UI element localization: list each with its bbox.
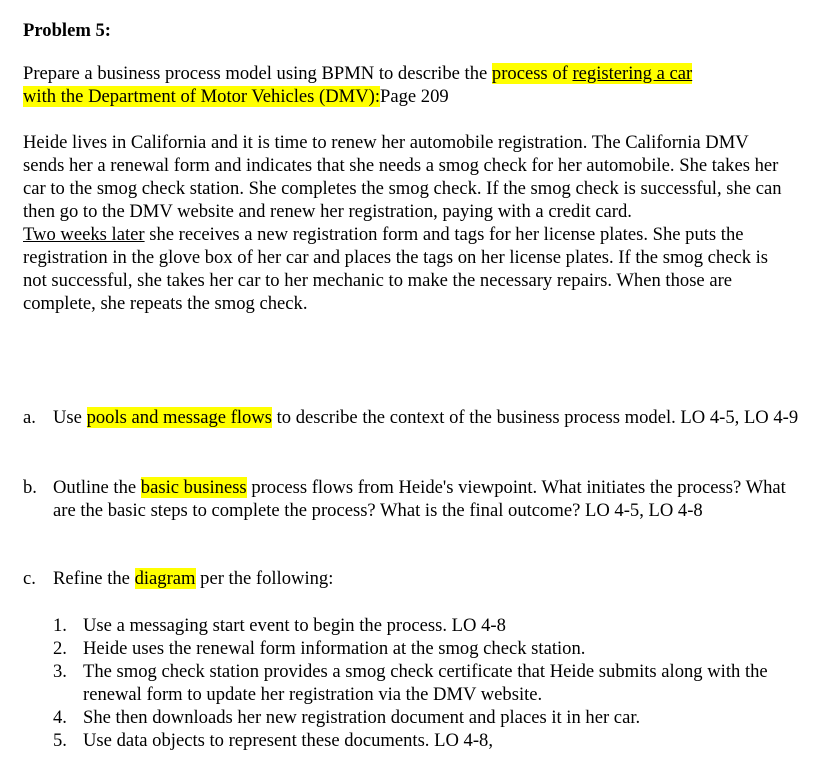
question-a [23, 406, 803, 429]
intro-page-ref: Page 209 [380, 86, 449, 107]
intro-paragraph [23, 62, 783, 108]
list-item [53, 729, 783, 752]
list-item-number: 2. [53, 638, 67, 659]
list-item-text: The smog check station provides a smog check certificate that Heide submits along with the renewal form to update her registration via the DMV website. [83, 661, 768, 705]
question-c-post: per the following: [195, 568, 334, 589]
list-item-number: 3. [53, 661, 67, 682]
question-c-text [53, 567, 803, 590]
refinement-steps-list [53, 614, 783, 752]
list-item-number: 5. [53, 730, 67, 751]
question-a-post: to describe the context of the business process model. LO 4-5, LO 4-9 [271, 407, 799, 428]
list-item [53, 614, 783, 637]
intro-lead: Prepare a business process model using BPMN to describe the [23, 63, 492, 84]
question-a-marker: a. [23, 407, 36, 428]
question-a-highlight: pools and message flows [86, 407, 272, 428]
question-b-highlight: basic business [140, 477, 247, 498]
question-b-pre: Outline the [53, 477, 141, 498]
list-item [53, 660, 783, 706]
intro-highlight-text-b: with the Department of Motor Vehicles (DMV): [23, 86, 380, 107]
list-item-text: Use a messaging start event to begin the process. LO 4-8 [83, 615, 506, 636]
question-a-pre: Use [53, 407, 87, 428]
list-item-number: 4. [53, 707, 67, 728]
question-c-highlight: diagram [134, 568, 196, 589]
question-c-marker: c. [23, 568, 36, 589]
list-item-text: Heide uses the renewal form information at the smog check station. [83, 638, 586, 659]
question-c-pre: Refine the [53, 568, 135, 589]
scenario-text [23, 131, 793, 315]
question-b-text [53, 476, 803, 522]
question-b-marker: b. [23, 477, 37, 498]
two-weeks-later: Two weeks later [23, 224, 145, 245]
question-a-text [53, 406, 803, 429]
scenario-paragraph-2 [23, 223, 793, 315]
list-item-text: She then downloads her new registration document and places it in her car. [83, 707, 641, 728]
question-b-post: process flows from Heide's viewpoint. What initiates the process? What are the basic steps to complete the process? What is the final outcome? LO 4-5, LO 4-8 [53, 477, 786, 521]
question-b [23, 476, 803, 522]
question-c [23, 567, 803, 590]
list-item [53, 637, 783, 660]
intro-highlight-underlined: registering a car [572, 63, 693, 84]
scenario-paragraph-1: Heide lives in California and it is time to renew her automobile registration. The California DMV sends her a renewal form and indicates that she needs a smog check for her automobile. She takes her car to the smog check station. She completes the smog check. If the smog check is successful, she can then go to the DMV website and renew her registration, paying with a credit card. [23, 132, 782, 222]
list-item-text: Use data objects to represent these documents. LO 4-8, [83, 730, 493, 751]
problem-title: Problem 5: [23, 20, 111, 41]
list-item-number: 1. [53, 615, 67, 636]
scenario-paragraph-2-text: she receives a new registration form and tags for her license plates. She puts the registration in the glove box of her car and places the tags on her license plates. If the smog check is not successful, she takes her car to her mechanic to make the necessary repairs. When those are complete, she repeats the smog check. [23, 224, 769, 314]
list-item [53, 706, 783, 729]
intro-highlight-text-a: process of [491, 63, 573, 84]
